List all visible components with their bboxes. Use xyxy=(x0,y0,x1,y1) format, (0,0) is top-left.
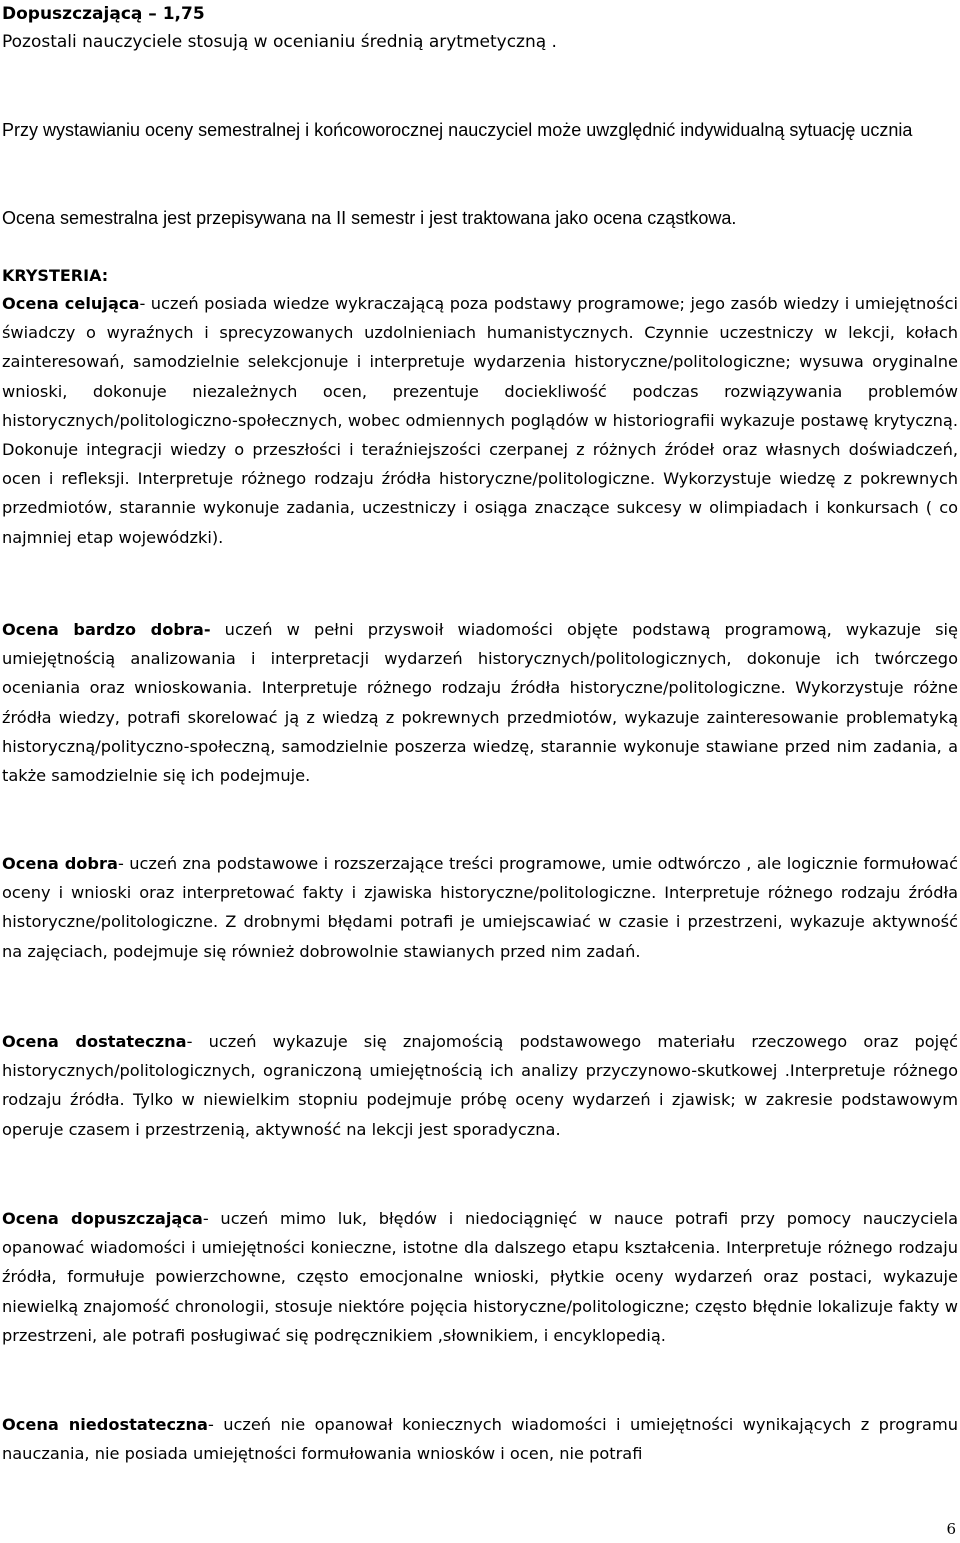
grade-description-dobra: - uczeń zna podstawowe i rozszerzające treści programowe, umie odtwórczo , ale logicznie formułować oceny i wnioski oraz interpretować fakty i zjawiska historyczne/politologiczne. Interpretuje różnego rodzaju źródła historyczne/politologiczne. Z drobnymi błędami potrafi je umiejscawiać w czasie i przestrzeni, wykazuje aktywność na zajęciach, podejmuje się również dobrowolnie stawianych przed nim zadań. xyxy=(2,854,959,961)
criteria-bardzo-dobra xyxy=(2,615,958,790)
criteria-celujaca xyxy=(2,289,958,552)
grade-term-celujaca: Ocena celująca xyxy=(2,294,140,313)
grade-term-dobra: Ocena dobra xyxy=(2,854,118,873)
grade-term-niedostateczna: Ocena niedostateczna xyxy=(2,1415,208,1434)
criteria-heading: KRYSTERIA: xyxy=(2,266,109,285)
criteria-niedostateczna xyxy=(2,1410,958,1468)
page-number: 6 xyxy=(946,1520,956,1538)
grade-description-dostateczna: - uczeń wykazuje się znajomością podstawowego materiału rzeczowego oraz pojęć historycznych/politologicznych, ograniczoną umiejętnością ich analizy przyczynowo-skutkowej .Interpretuje różnego rodzaju źródła. Tylko w niewielkim stopniu podejmuje próbę oceny wydarzeń i zjawisk; w zakresie podstawowym operuje czasem i przestrzenią, aktywność na lekcji jest sporadyczna. xyxy=(2,1032,958,1139)
criteria-dopuszczajaca xyxy=(2,1204,958,1350)
criteria-dobra xyxy=(2,849,958,966)
grade-weight-line: Dopuszczającą – 1,75 xyxy=(2,4,205,24)
paragraph-individual-situation: Przy wystawianiu oceny semestralnej i końcoworocznej nauczyciel może uwzględnić indywidualną sytuację ucznia xyxy=(2,120,913,140)
grade-term-dostateczna: Ocena dostateczna xyxy=(2,1032,187,1051)
grade-description-niedostateczna: - uczeń nie opanował koniecznych wiadomości i umiejętności wynikających z programu nauczania, nie posiada umiejętności formułowania wniosków i ocen, nie potrafi xyxy=(2,1415,958,1464)
grade-description-celujaca: - uczeń posiada wiedze wykraczającą poza podstawy programowe; jego zasób wiedzy i umiejętności świadczy o wyraźnych i sprecyzowanych uzdolnieniach humanistycznych. Czynnie uczestniczy w lekcji, kołach zainteresowań, samodzielnie selekcjonuje i interpretuje wydarzenia historyczne/politologiczne; wysuwa oryginalne wnioski, dokonuje niezależnych ocen, prezentuje dociekliwość podczas rozwiązywania problemów historycznych/politologiczno-społecznych, wobec odmiennych poglądów w historiografii wykazuje postawę krytyczną. Dokonuje integracji wiedzy o przeszłości i teraźniejszości czerpanej z różnych źródeł oraz własnych doświadczeń, ocen i refleksji. Interpretuje różnego rodzaju źródła historyczne/politologiczne. Wykorzystuje wiedzę z pokrewnych przedmiotów, starannie wykonuje zadania, uczestniczy i osiąga znaczące sukcesy w olimpiadach i konkursach ( co najmniej etap wojewódzki). xyxy=(2,294,958,547)
paragraph-semester-grade: Ocena semestralna jest przepisywana na II semestr i jest traktowana jako ocena cząstkowa. xyxy=(2,208,737,228)
paragraph-other-teachers: Pozostali nauczyciele stosują w ocenianiu średnią arytmetyczną . xyxy=(2,32,557,52)
grade-description-dopuszczajaca: - uczeń mimo luk, błędów i niedociągnięć w nauce potrafi przy pomocy nauczyciela opanować wiadomości i umiejętności konieczne, istotne dla dalszego etapu kształcenia. Interpretuje różnego rodzaju źródła, formułuje powierzchowne, często emocjonalne wnioski, płytkie oceny wydarzeń oraz postaci, wykazuje niewielką znajomość chronologii, stosuje niektóre pojęcia historyczne/politologiczne; często błędnie lokalizuje fakty w przestrzeni, ale potrafi posługiwać się podręcznikiem ,słownikiem, i encyklopedią. xyxy=(2,1209,958,1345)
grade-term-bardzo-dobra: Ocena bardzo dobra- xyxy=(2,620,211,639)
criteria-dostateczna xyxy=(2,1027,958,1144)
grade-description-bardzo-dobra: uczeń w pełni przyswoił wiadomości objęte podstawą programową, wykazuje się umiejętnością analizowania i interpretacji wydarzeń historycznych/politologicznych, dokonuje ich twórczego oceniania oraz wnioskowania. Interpretuje różnego rodzaju źródła historyczne/politologiczne. Wykorzystuje różne źródła wiedzy, potrafi skorelować ją z wiedzą z pokrewnych przedmiotów, wykazuje zainteresowanie problematyką historyczną/polityczno-społeczną, samodzielnie poszerza wiedzę, starannie wykonuje stawiane przed nim zadania, a także samodzielnie się ich podejmuje. xyxy=(2,620,958,786)
grade-term-dopuszczajaca: Ocena dopuszczająca xyxy=(2,1209,203,1228)
document-page xyxy=(2,0,959,1464)
